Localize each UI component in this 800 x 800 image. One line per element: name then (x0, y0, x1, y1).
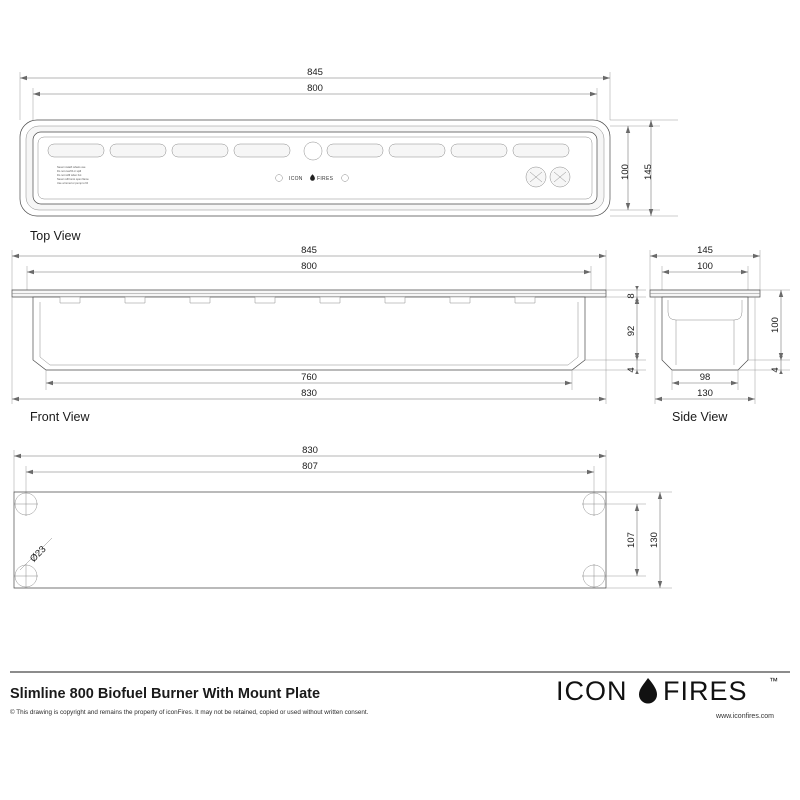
dim-front-845: 845 (301, 245, 317, 256)
dim-top-800: 800 (307, 83, 323, 94)
brand-fires-word: FIRES (663, 676, 748, 706)
label-top-view: Top View (30, 229, 81, 243)
svg-text:FIRES: FIRES (317, 176, 334, 182)
svg-text:Do not refill when hot: Do not refill when hot (57, 174, 82, 177)
svg-text:Do not overfill or spill: Do not overfill or spill (57, 170, 82, 173)
drawing-title: Slimline 800 Biofuel Burner With Mount Plate (10, 686, 321, 702)
dim-front-92: 92 (626, 325, 637, 337)
brand-url: www.iconfires.com (716, 713, 774, 720)
dim-side-4: 4 (770, 367, 781, 373)
dim-front-4: 4 (626, 367, 637, 373)
label-side-view: Side View (672, 410, 728, 424)
dim-plate-807: 807 (302, 461, 318, 472)
front-view-group (12, 245, 646, 424)
top-view-group (20, 67, 678, 243)
svg-text:Use a funnel or pump to fill: Use a funnel or pump to fill (57, 182, 88, 185)
brand-trademark: ™ (769, 676, 778, 686)
brand-logo (556, 676, 778, 720)
dim-top-100: 100 (620, 164, 631, 180)
brand-icon-word: ICON (556, 676, 628, 706)
flame-icon (639, 678, 657, 704)
side-view-group (650, 245, 790, 424)
dim-plate-830: 830 (302, 445, 318, 456)
dim-side-100: 100 (697, 261, 713, 272)
copyright-notice: © This drawing is copyright and remains the property of iconFires. It may not be retained, copied or used without written consent. (10, 709, 369, 716)
dim-front-8: 8 (626, 293, 637, 299)
dim-top-145: 145 (643, 164, 654, 180)
dim-top-845: 845 (307, 67, 323, 78)
dim-plate-130: 130 (649, 532, 660, 548)
label-front-view: Front View (30, 410, 90, 424)
svg-text:Never instal/l refuels use: Never instal/l refuels use (57, 166, 86, 169)
dim-front-830: 830 (301, 388, 317, 399)
dim-plate-107: 107 (626, 532, 637, 548)
dim-side-100-height: 100 (770, 317, 781, 333)
svg-text:Never refill onto open flame: Never refill onto open flame (57, 178, 89, 181)
mount-plate-view-group (14, 445, 672, 588)
dim-front-800: 800 (301, 261, 317, 272)
svg-text:ICON: ICON (289, 176, 303, 182)
dim-plate-hole-dia: Ø23 (27, 543, 49, 565)
dim-side-145: 145 (697, 245, 713, 256)
dim-front-760: 760 (301, 372, 317, 383)
title-block (10, 672, 790, 720)
dim-side-130: 130 (697, 388, 713, 399)
dim-side-98: 98 (699, 372, 711, 383)
